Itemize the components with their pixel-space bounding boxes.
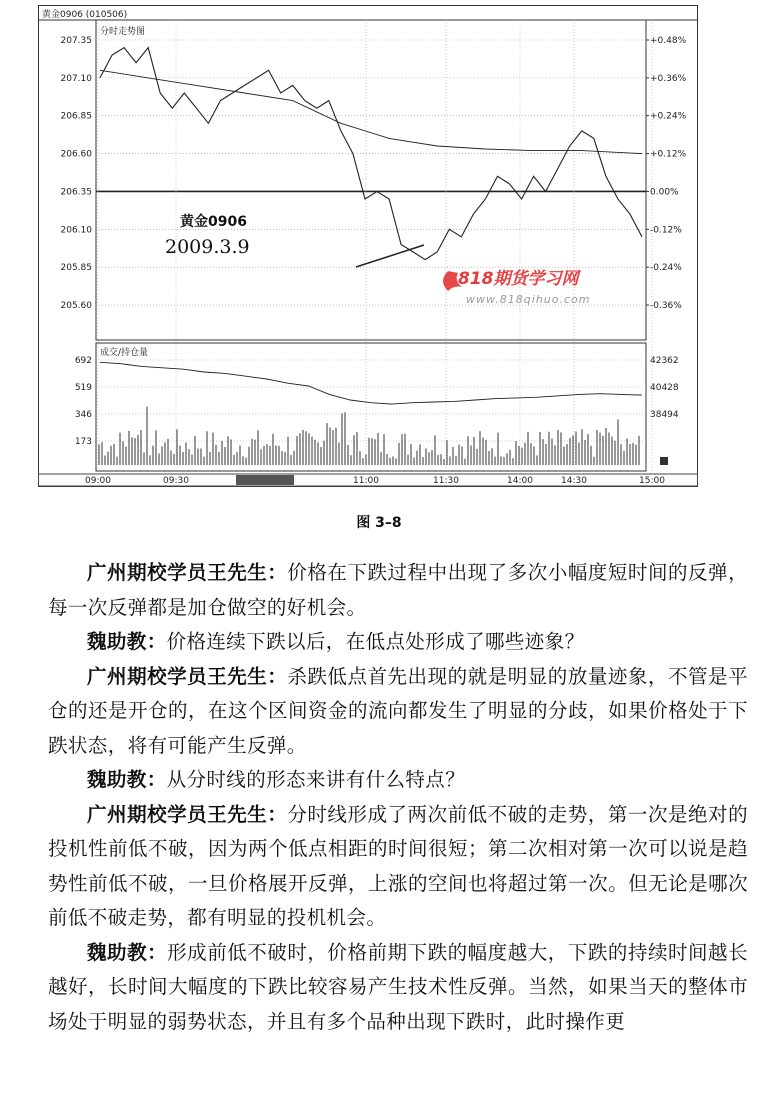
- price-tick-label: 206.35: [60, 187, 92, 198]
- percent-tick-label: +0.48%: [650, 36, 687, 46]
- paragraph-text: 形成前低不破时，价格前期下跌的幅度越大，下跌的持续时间越长越好，长时间大幅度的下跌比较容易产生技术性反弹。当然，如果当天的整体市场处于明显的弱势状态，并且有多个品种出现下跌时，此时操作更: [48, 940, 748, 1033]
- paragraph-text: 从分时线的形态来讲有什么特点？: [166, 768, 466, 791]
- time-tick-label: 15:00: [639, 476, 665, 486]
- volume-tick-label: 692: [74, 356, 92, 366]
- figure-caption: 图 3–8: [356, 515, 402, 531]
- volume-tick-label: 346: [74, 410, 92, 420]
- dialogue-paragraph: [48, 936, 748, 1040]
- chart-svg: [38, 5, 698, 487]
- dialogue-paragraph: [48, 625, 748, 660]
- percent-tick-label: +0.36%: [650, 73, 687, 84]
- dialogue-paragraph: [48, 660, 748, 764]
- time-tick-label: 09:30: [163, 476, 189, 486]
- volume-tick-label: 519: [74, 383, 92, 393]
- speaker-name: 魏助教：: [87, 940, 168, 964]
- speaker-name: 广州期校学员王先生：: [87, 802, 288, 826]
- percent-tick-label: +0.12%: [650, 149, 687, 160]
- time-tick-label: 11:00: [353, 476, 379, 486]
- open-interest-tick-label: 38494: [650, 410, 679, 420]
- price-tick-label: 206.85: [60, 111, 92, 122]
- dialogue-paragraph: [48, 798, 748, 936]
- percent-tick-label: +0.24%: [650, 111, 687, 122]
- volume-tick-label: 173: [74, 437, 92, 447]
- paragraph-text: 杀跌低点首先出现的就是明显的放量迹象，不管是平仓的还是开仓的，在这个区间资金的流向都发生了明显的分歧，如果价格处于下跌状态，将有可能产生反弹。: [48, 664, 748, 757]
- time-scrollbar-thumb[interactable]: [236, 475, 294, 485]
- time-tick-label: 11:30: [433, 476, 459, 486]
- volume-marker: [660, 457, 668, 465]
- price-tick-label: 207.35: [60, 36, 92, 46]
- dialogue-paragraph: [48, 556, 748, 625]
- price-tick-label: 206.10: [60, 225, 92, 236]
- chart-title: 黄金0906 (010506): [42, 10, 128, 20]
- annotation-contract: 黄金0906: [180, 214, 247, 230]
- time-tick-label: 14:30: [561, 476, 587, 486]
- percent-tick-label: -0.36%: [650, 301, 682, 312]
- paragraph-text: 价格连续下跌以后，在低点处形成了哪些迹象？: [166, 630, 585, 653]
- percent-tick-label: -0.12%: [650, 225, 682, 236]
- open-interest-tick-label: 42362: [650, 356, 679, 366]
- speaker-name: 广州期校学员王先生：: [87, 664, 288, 688]
- percent-tick-label: -0.24%: [650, 263, 682, 274]
- watermark-title: 818期货学习网: [458, 269, 579, 289]
- dialogue-article: [48, 556, 748, 1039]
- volume-panel-label: 成交/持仓量: [100, 348, 149, 358]
- speaker-name: 魏助教：: [87, 768, 167, 791]
- percent-tick-label: 0.00%: [650, 187, 679, 198]
- dialogue-paragraph: [48, 763, 748, 798]
- price-tick-label: 206.60: [60, 149, 92, 160]
- annotation-date: 2009.3.9: [165, 236, 250, 258]
- speaker-name: 魏助教：: [87, 630, 167, 653]
- paragraph-text: 分时线形成了两次前低不破的走势，第一次是绝对的投机性前低不破，因为两个低点相距的时间很短；第二次相对第一次可以说是趋势性前低不破，一旦价格展开反弹，上涨的空间也将超过第一次。但无论是哪次前低不破走势，都有明显的投机机会。: [48, 802, 748, 929]
- time-tick-label: 09:00: [85, 476, 111, 486]
- chart-frame: [39, 6, 698, 487]
- watermark: [443, 269, 590, 306]
- intraday-chart: [38, 5, 698, 487]
- price-tick-label: 205.85: [60, 263, 92, 274]
- price-panel-label: 分时走势图: [100, 27, 146, 37]
- price-tick-label: 207.10: [60, 73, 92, 84]
- watermark-url: www.818qihuo.com: [466, 293, 591, 306]
- paragraph-text: 价格在下跌过程中出现了多次小幅度短时间的反弹，每一次反弹都是加仓做空的好机会。: [48, 561, 748, 619]
- time-tick-label: 14:00: [507, 476, 533, 486]
- open-interest-tick-label: 40428: [650, 383, 679, 393]
- speaker-name: 广州期校学员王先生：: [87, 561, 288, 584]
- price-tick-label: 205.60: [60, 301, 92, 312]
